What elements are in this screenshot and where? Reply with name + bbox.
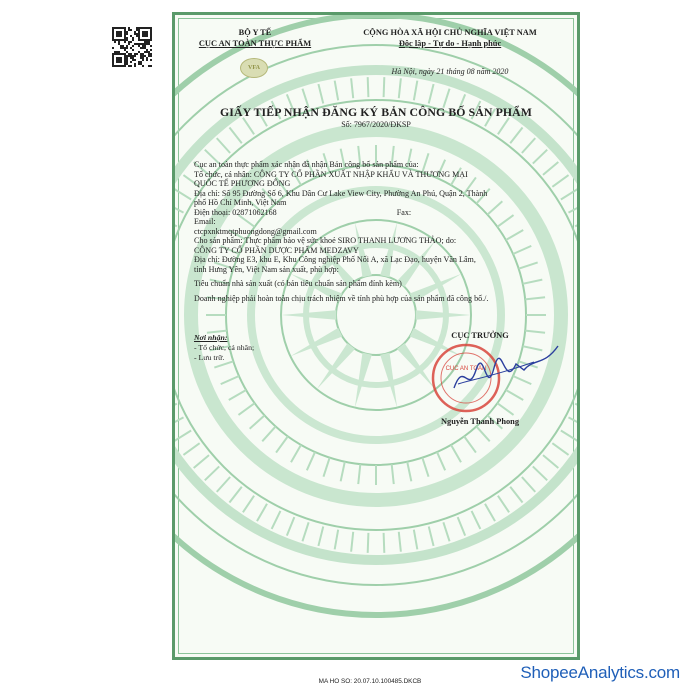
recipients-label: Nơi nhận: xyxy=(194,333,228,342)
agency-name: CỤC AN TOÀN THỰC PHẨM xyxy=(198,39,312,48)
responsibility-text: Doanh nghiệp phải hoàn toàn chịu trách nhiệm về tính phù hợp của sản phẩm đã công bố./. xyxy=(194,293,489,303)
standard-text: Tiêu chuẩn nhà sản xuất (có bản tiêu chuẩn sản phẩm đính kèm) xyxy=(194,279,402,288)
email-address[interactable]: ctcpxnktmqtphuongdong@gmail.com xyxy=(194,226,317,236)
country-name: CỘNG HÒA XÃ HỘI CHỦ NGHĨA VIỆT NAM xyxy=(363,28,537,37)
ministry-name: BỘ Y TẾ xyxy=(238,28,272,37)
signer-name: Nguyễn Thanh Phong xyxy=(440,417,520,426)
product-line-2: CÔNG TY CỔ PHẦN DƯỢC PHẨM MEDZAVY xyxy=(194,245,359,255)
seal-text: CỤC AN TOÀN xyxy=(445,366,487,372)
national-motto: Độc lập - Tự do - Hạnh phúc xyxy=(398,39,502,48)
document-number: Số: 7967/2020/ĐKSP xyxy=(341,120,411,129)
issuer-header xyxy=(186,27,324,49)
site-watermark: ShopeeAnalytics.com xyxy=(520,663,680,682)
vfa-logo: VFA xyxy=(240,58,268,78)
recipient-item: - Tổ chức, cá nhân; xyxy=(194,343,255,352)
certificate-body xyxy=(194,160,566,303)
email-label: Email: xyxy=(194,217,216,226)
manufacturer-address-line-2: tỉnh Hưng Yên, Việt Nam sản xuất, phù hợp: xyxy=(194,264,339,274)
recipients-block xyxy=(194,333,344,363)
organization-line-1: Tổ chức, cá nhân: CÔNG TY CỔ PHẦN XUẤT NHẬP KHẨU VÀ THƯƠNG MẠI xyxy=(194,169,468,179)
phone-number: Điện thoại: 02871062168 xyxy=(194,207,277,217)
org-address-line-1: Địa chỉ: Số 95 Đường Số 6, Khu Dân Cư Lake View City, Phường An Phú, Quận 2, Thành xyxy=(194,188,488,198)
national-header xyxy=(325,27,575,49)
fax-label: Fax: xyxy=(396,207,412,217)
contact-line xyxy=(194,208,566,218)
official-seal-signature xyxy=(424,340,564,415)
recipient-item: - Lưu trữ. xyxy=(194,353,225,362)
organization-line-2: QUỐC TẾ PHƯƠNG ĐÔNG xyxy=(194,179,291,188)
intro-text: Cục an toàn thực phẩm xác nhận đã nhận Bản công bố sản phẩm của: xyxy=(194,160,419,169)
issue-date: Hà Nội, ngày 21 tháng 08 năm 2020 xyxy=(391,67,509,76)
org-address-line-2: phố Hồ Chí Minh, Việt Nam xyxy=(194,198,287,207)
product-line-1: Cho sản phẩm: Thực phẩm bảo vệ sức khoẻ SIRO THANH LƯƠNG THẢO; do: xyxy=(194,236,457,245)
qr-code xyxy=(112,27,152,67)
document-title: GIẤY TIẾP NHẬN ĐĂNG KÝ BẢN CÔNG BỐ SẢN PHẨM xyxy=(219,105,533,119)
manufacturer-address-line-1: Địa chỉ: Đường E3, khu E, Khu Công nghiệp Phố Nối A, xã Lạc Đạo, huyện Văn Lâm, xyxy=(194,255,476,264)
file-code: MA HO SO: 20.07.10.100485.DKCB xyxy=(318,678,422,685)
signer-title: CỤC TRƯỞNG xyxy=(451,331,509,340)
